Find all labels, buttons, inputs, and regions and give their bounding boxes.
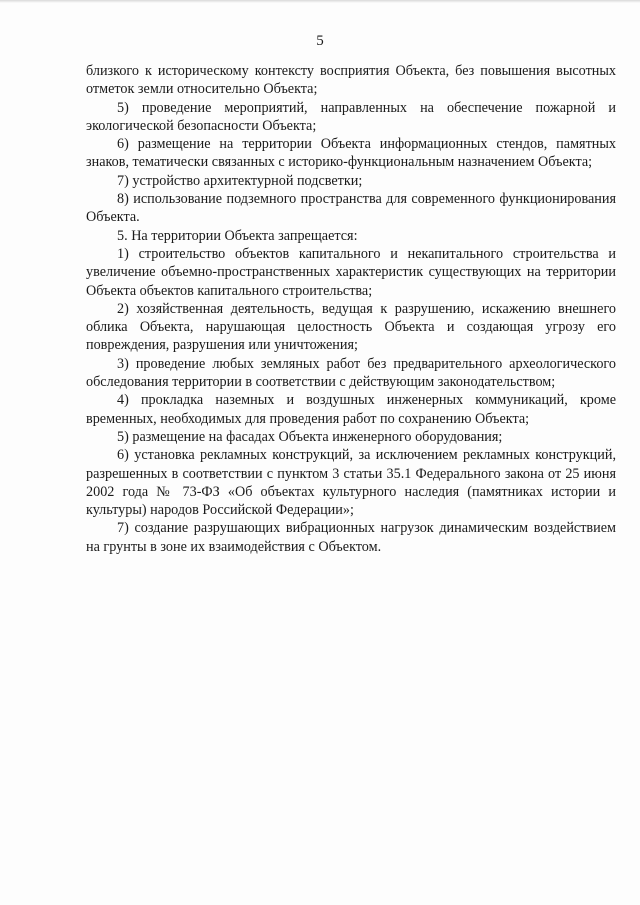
paragraph-prohibition-5: 5) размещение на фасадах Объекта инженерного оборудования; xyxy=(117,428,503,445)
paragraph-continuation: близкого к историческому контексту восприятия Объекта, без повышения высотных отметок земли относительно Объекта; xyxy=(86,63,616,98)
document-body xyxy=(86,62,616,556)
paragraph-prohibition-3: 3) проведение любых земляных работ без предварительного археологического обследования территории в соответствии с действующим законодательством; xyxy=(86,355,616,391)
section-heading-prohibitions: 5. На территории Объекта запрещается: xyxy=(117,227,358,244)
paragraph-item-5-fire-safety: 5) проведение мероприятий, направленных на обеспечение пожарной и экологической безопасности Объекта; xyxy=(86,99,616,134)
paragraph-prohibition-2: 2) хозяйственная деятельность, ведущая к разрушению, искажению внешнего облика Объекта, нарушающая целостность Объекта и создающая угрозу его повреждения, разрушения или уничтожения; xyxy=(86,300,616,354)
paragraph-prohibition-6: 6) установка рекламных конструкций, за исключением рекламных конструкций, разрешенных в соответствии с пунктом 3 статьи 35.1 Федерального закона от 25 июня 2002 года № 73-ФЗ «Об объектах культурного наследия (памятниках истории и культуры) народов Российской Федерации»; xyxy=(86,447,616,519)
scan-top-edge xyxy=(0,0,640,3)
paragraph-item-6-info-stands: 6) размещение на территории Объекта информационных стендов, памятных знаков, тематически связанных с историко-функциональным назначением Объекта; xyxy=(86,136,616,171)
paragraph-prohibition-1: 1) строительство объектов капитального и некапитального строительства и увеличение объемно-пространственных характеристик существующих на территории Объекта объектов капитального строительства; xyxy=(86,245,616,299)
page-number: 5 xyxy=(316,33,324,49)
paragraph-item-7-lighting: 7) устройство архитектурной подсветки; xyxy=(117,172,363,189)
paragraph-item-8-underground: 8) использование подземного пространства для современного функционирования Объекта. xyxy=(86,191,616,226)
paragraph-prohibition-7: 7) создание разрушающих вибрационных нагрузок динамическим воздействием на грунты в зоне их взаимодействия с Объектом. xyxy=(86,520,616,555)
paragraph-prohibition-4: 4) прокладка наземных и воздушных инженерных коммуникаций, кроме временных, необходимых для проведения работ по сохранению Объекта; xyxy=(86,392,616,427)
